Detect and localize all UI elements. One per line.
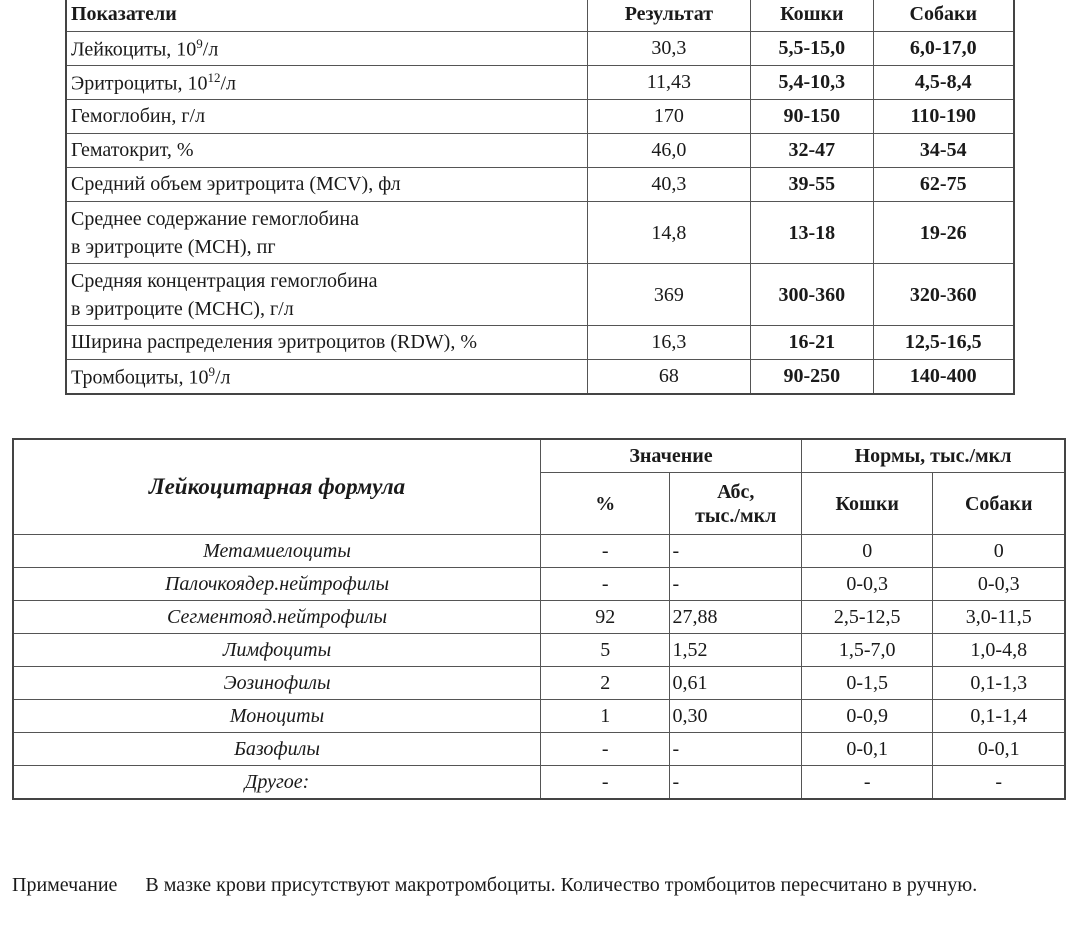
- leukocyte-formula-table: [12, 438, 1066, 800]
- cell-pct: 92: [541, 601, 670, 634]
- norm-dogs: 1,0-4,8: [933, 634, 1065, 667]
- norm-dogs: -: [933, 766, 1065, 800]
- table-row: [66, 168, 1014, 202]
- norm-dogs: 0-0,3: [933, 568, 1065, 601]
- cell-pct: -: [541, 535, 670, 568]
- cell-abs: 0,30: [670, 700, 802, 733]
- header-abs: Абс, тыс./мкл: [670, 473, 802, 535]
- table-header-row: [66, 0, 1014, 32]
- note: [12, 872, 1062, 899]
- param-result: 46,0: [587, 134, 751, 168]
- param-result: 16,3: [587, 326, 751, 360]
- note-label: Примечание: [12, 874, 118, 896]
- param-result: 30,3: [587, 32, 751, 66]
- norm-dogs: 0-0,1: [933, 733, 1065, 766]
- param-result: 68: [587, 360, 751, 395]
- norm-dogs: 62-75: [873, 168, 1014, 202]
- cell-abs: 27,88: [670, 601, 802, 634]
- cell-pct: 1: [541, 700, 670, 733]
- header-pct: %: [541, 473, 670, 535]
- blood-analysis-table: [65, 0, 1015, 395]
- cell-type: Эозинофилы: [13, 667, 541, 700]
- norm-cats: 90-250: [751, 360, 873, 395]
- norm-cats: 0: [801, 535, 933, 568]
- table-row: [66, 264, 1014, 326]
- cell-abs: 1,52: [670, 634, 802, 667]
- table-row: [66, 100, 1014, 134]
- param-name: Средняя концентрация гемоглобина в эритроците (MCHC), г/л: [66, 264, 587, 326]
- param-name: Тромбоциты, $10^9/л$: [66, 360, 587, 395]
- table-row: [13, 568, 1065, 601]
- table-row: [13, 634, 1065, 667]
- note-text: В мазке крови присутствуют макротромбоциты. Количество тромбоцитов пересчитано в ручную.: [145, 874, 978, 896]
- norm-dogs: 6,0-17,0: [873, 32, 1014, 66]
- cell-abs: -: [670, 568, 802, 601]
- header-cats: Кошки: [751, 0, 873, 32]
- cell-abs: -: [670, 733, 802, 766]
- table-row: [66, 32, 1014, 66]
- header-dogs: Собаки: [933, 473, 1065, 535]
- table-row: [66, 202, 1014, 264]
- cell-pct: -: [541, 733, 670, 766]
- norm-cats: 0-0,1: [801, 733, 933, 766]
- table-row: [13, 733, 1065, 766]
- norm-dogs: 34-54: [873, 134, 1014, 168]
- cell-type: Моноциты: [13, 700, 541, 733]
- norm-dogs: 0: [933, 535, 1065, 568]
- table-row: [66, 326, 1014, 360]
- norm-dogs: 12,5-16,5: [873, 326, 1014, 360]
- norm-dogs: 4,5-8,4: [873, 66, 1014, 100]
- header-cats: Кошки: [801, 473, 933, 535]
- cell-pct: 2: [541, 667, 670, 700]
- cell-type: Метамиелоциты: [13, 535, 541, 568]
- param-name: Гемоглобин, г/л: [66, 100, 587, 134]
- norm-dogs: 140-400: [873, 360, 1014, 395]
- cell-abs: -: [670, 535, 802, 568]
- table-row: [66, 66, 1014, 100]
- norm-dogs: 320-360: [873, 264, 1014, 326]
- param-result: 170: [587, 100, 751, 134]
- header-norms-group: Нормы, тыс./мкл: [801, 439, 1065, 473]
- norm-cats: 0-1,5: [801, 667, 933, 700]
- norm-cats: -: [801, 766, 933, 800]
- table-row: [13, 766, 1065, 800]
- param-name: Гематокрит, %: [66, 134, 587, 168]
- norm-dogs: 0,1-1,4: [933, 700, 1065, 733]
- norm-cats: 2,5-12,5: [801, 601, 933, 634]
- param-result: 40,3: [587, 168, 751, 202]
- norm-cats: 32-47: [751, 134, 873, 168]
- cell-type: Палочкоядер.нейтрофилы: [13, 568, 541, 601]
- norm-dogs: 3,0-11,5: [933, 601, 1065, 634]
- cell-pct: -: [541, 766, 670, 800]
- param-name: Средний объем эритроцита (MCV), фл: [66, 168, 587, 202]
- norm-cats: 300-360: [751, 264, 873, 326]
- header-value-group: Значение: [541, 439, 802, 473]
- norm-cats: 5,5-15,0: [751, 32, 873, 66]
- cell-pct: -: [541, 568, 670, 601]
- param-name: Лейкоциты, $10^9/л$: [66, 32, 587, 66]
- cell-abs: -: [670, 766, 802, 800]
- table-row: [13, 700, 1065, 733]
- norm-cats: 5,4-10,3: [751, 66, 873, 100]
- param-result: 11,43: [587, 66, 751, 100]
- norm-cats: 0-0,9: [801, 700, 933, 733]
- cell-type: Лимфоциты: [13, 634, 541, 667]
- table-row: [13, 535, 1065, 568]
- cell-abs: 0,61: [670, 667, 802, 700]
- param-name: Ширина распределения эритроцитов (RDW), %: [66, 326, 587, 360]
- cell-type: Другое:: [13, 766, 541, 800]
- norm-cats: 0-0,3: [801, 568, 933, 601]
- norm-cats: 1,5-7,0: [801, 634, 933, 667]
- header-result: Результат: [587, 0, 751, 32]
- param-name: Эритроциты, $10^{12}/л$: [66, 66, 587, 100]
- table-row: [13, 601, 1065, 634]
- param-name: Среднее содержание гемоглобина в эритроците (MCH), пг: [66, 202, 587, 264]
- norm-cats: 39-55: [751, 168, 873, 202]
- norm-cats: 16-21: [751, 326, 873, 360]
- header-dogs: Собаки: [873, 0, 1014, 32]
- norm-dogs: 19-26: [873, 202, 1014, 264]
- table-row: [13, 667, 1065, 700]
- leukocyte-formula-title: Лейкоцитарная формула: [13, 439, 541, 535]
- norm-dogs: 0,1-1,3: [933, 667, 1065, 700]
- header-param: Показатели: [66, 0, 587, 32]
- norm-cats: 13-18: [751, 202, 873, 264]
- table-header-row: [13, 439, 1065, 473]
- cell-type: Сегментояд.нейтрофилы: [13, 601, 541, 634]
- cell-type: Базофилы: [13, 733, 541, 766]
- table-row: [66, 360, 1014, 395]
- norm-cats: 90-150: [751, 100, 873, 134]
- param-result: 369: [587, 264, 751, 326]
- param-result: 14,8: [587, 202, 751, 264]
- cell-pct: 5: [541, 634, 670, 667]
- table-row: [66, 134, 1014, 168]
- norm-dogs: 110-190: [873, 100, 1014, 134]
